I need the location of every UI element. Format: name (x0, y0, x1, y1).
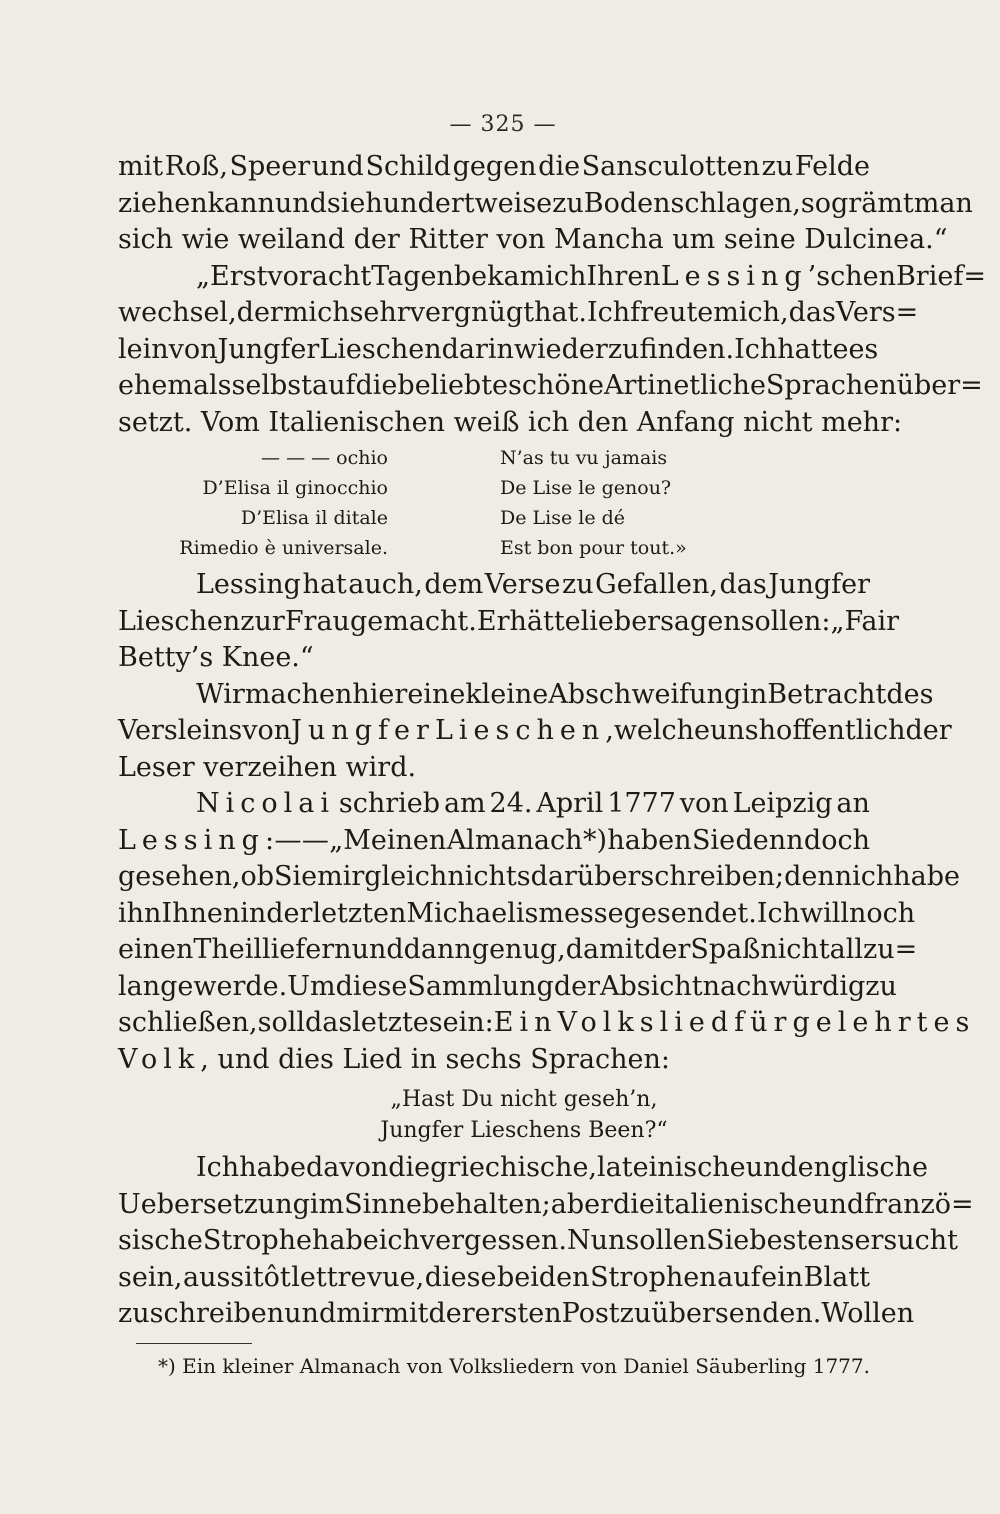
paragraph-5 (118, 786, 976, 1078)
french-verse (418, 443, 687, 563)
text-line: mit Roß, Speer und Schild gegen die Sansculotten zu Felde (118, 151, 870, 182)
text-line: schließen, soll das letzte sein: Ein Volkslied für gelehrtes (118, 1007, 976, 1038)
text-line: Uebersetzung im Sinne behalten; aber die italienische und franzö= (118, 1188, 974, 1220)
text-line: setzt. Vom Italienischen weiß ich den Anfang nicht mehr: (118, 406, 903, 438)
text-line: ziehen kann und sie hundertweise zu Boden schlagen, so grämt man (118, 187, 973, 219)
text-line: Wir machen hier eine kleine Abschweifung in Betracht des (196, 678, 934, 710)
verse-line: N’as tu vu jamais (500, 447, 668, 469)
text-line: Nicolai schrieb am 24. April 1777 von Leipzig an (196, 788, 870, 819)
verse-line: De Lise le dé (500, 507, 626, 529)
text-line: Lieschen zur Frau gemacht. Er hätte lieber sagen sollen: „Fair (118, 605, 900, 637)
song-line: „Hast Du nicht geseh’n, (390, 1087, 658, 1112)
verse-line: — — — ochio (261, 447, 388, 469)
text-line: Versleins von Jungfer Lieschen, welche uns hoffentlich der (118, 715, 952, 746)
text-line: Betty’s Knee.“ (118, 642, 314, 673)
text-line: „Erst vor acht Tagen bekam ich Ihren Lessing’schen Brief= (196, 260, 986, 292)
paragraph-2 (118, 259, 986, 442)
page-number: — 325 — (449, 112, 557, 137)
italian-verse (118, 443, 418, 563)
verse-line: D’Elisa il ditale (240, 507, 388, 529)
footnote: *) Ein kleiner Almanach von Volksliedern von Daniel Säuberling 1777. (157, 1353, 870, 1378)
text-line: lein von Jungfer Lieschen darin wieder zu finden. Ich hatte es (118, 333, 879, 365)
verse-line: D’Elisa il ginocchio (202, 477, 388, 499)
page-content (118, 112, 986, 1380)
spaced-title: Volk (118, 1043, 201, 1075)
text-line: Lessing hat auch, dem Verse zu Gefallen, das Jungfer (196, 569, 870, 600)
verse-block (118, 443, 870, 563)
text-line: lange werde. Um diese Sammlung der Absicht nach würdig zu (118, 970, 897, 1002)
text-line: sische Strophe habe ich vergessen. Nun sollen Sie bestens ersucht (118, 1225, 958, 1256)
text-line: gesehen, ob Sie mir gleich nichts darüber schreiben; denn ich habe (118, 861, 961, 892)
text-line: wechsel, der mich sehr vergnügt hat. Ich freute mich, das Vers= (118, 297, 919, 328)
text-line: Ich habe davon die griechische, lateinische und englische (196, 1152, 928, 1183)
verse-line: De Lise le genou? (500, 477, 672, 499)
text-line: ihn Ihnen in der letzten Michaelismesse gesendet. Ich will noch (118, 897, 916, 929)
text-line: sein, aussitôt lettre vue, diese beiden Strophen auf ein Blatt (118, 1261, 870, 1293)
paragraph-3 (118, 567, 900, 677)
footnote-divider (136, 1343, 252, 1344)
paragraph-4 (118, 677, 952, 787)
text-line: Lessing: — — „Meinen Almanach *) haben Sie denn doch (118, 824, 870, 856)
verse-line: Rimedio è universale. (179, 537, 388, 559)
song-quote (178, 1084, 870, 1146)
text-line: ehemals selbst auf die beliebte schöne Art in etliche Sprachen über= (118, 370, 983, 401)
text-line: einen Theil liefern und dann genug, damit der Spaß nicht allzu= (118, 934, 918, 965)
text-line: zu schreiben und mir mit der ersten Post zu übersenden. Wollen (118, 1298, 915, 1329)
text-line: Volk , und dies Lied in sechs Sprachen: (118, 1042, 870, 1079)
verse-line: Est bon pour tout.» (500, 537, 687, 559)
paragraph-6 (118, 1150, 974, 1333)
text-line: sich wie weiland der Ritter von Mancha um seine Dulcinea.“ (118, 224, 948, 255)
paragraph-1 (118, 149, 973, 259)
text-line: Leser verzeihen wird. (118, 751, 417, 783)
song-line: Jungfer Lieschens Been?“ (380, 1118, 668, 1143)
